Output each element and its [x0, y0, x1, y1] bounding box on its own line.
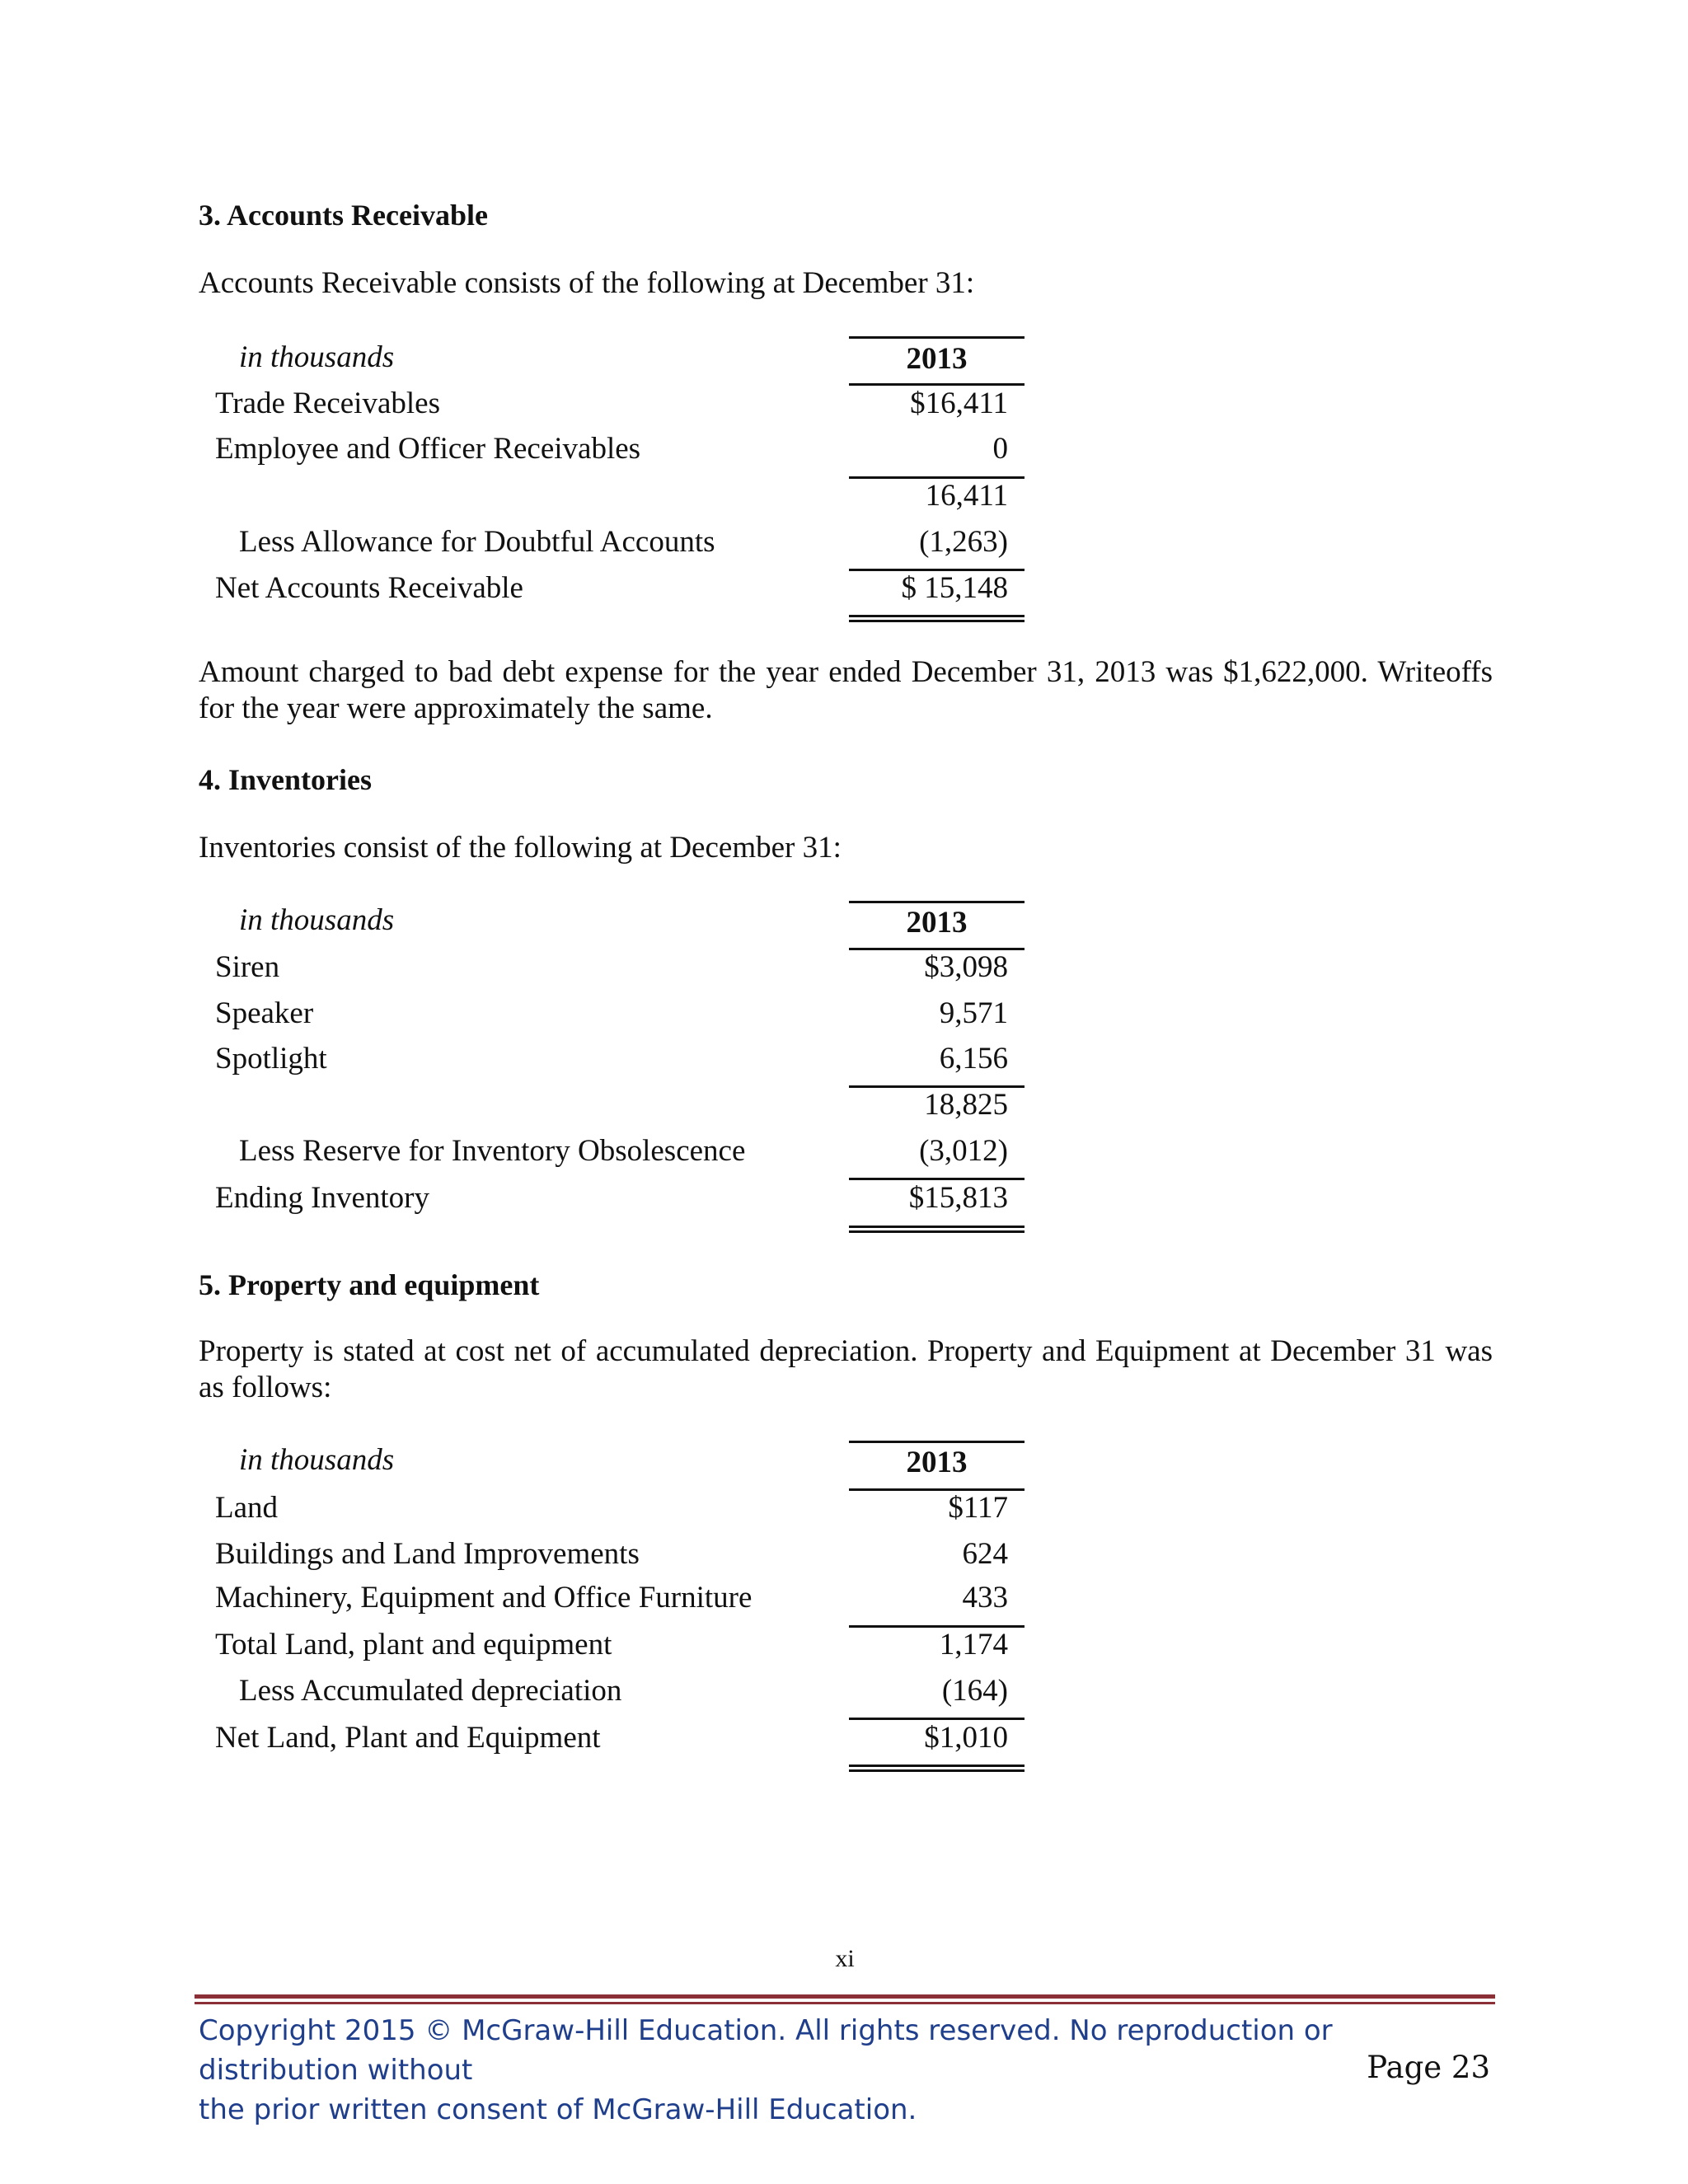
table-row-label: Total Land, plant and equipment — [215, 1628, 612, 1661]
table-row-value: 0 — [992, 432, 1008, 466]
table-row-label: Net Accounts Receivable — [215, 571, 523, 605]
table-row-label: Spotlight — [215, 1042, 327, 1076]
table-row-value: (3,012) — [919, 1134, 1008, 1168]
copyright-line-1: Copyright 2015 © McGraw-Hill Education. All rights reserved. No reproduction or distribution without — [199, 2014, 1333, 2087]
table-row-value: $1,010 — [924, 1721, 1008, 1755]
subtotal-value: 16,411 — [925, 479, 1008, 513]
year-header: 2013 — [906, 342, 968, 376]
table-row-label: Land — [215, 1491, 279, 1525]
double-rule — [849, 1226, 1025, 1233]
subtotal-value: 18,825 — [924, 1088, 1008, 1122]
table-row-label: Speaker — [215, 996, 314, 1030]
page-roman-numeral: xi — [835, 1945, 855, 1972]
table-row-value: $ 15,148 — [901, 571, 1008, 605]
page-number: Page 23 — [1367, 2050, 1490, 2085]
table-row-value: 6,156 — [939, 1042, 1008, 1076]
ar-intro: Accounts Receivable consists of the following at December 31: — [199, 266, 975, 300]
table-row-label: Ending Inventory — [215, 1181, 429, 1215]
section-heading-inventories: 4. Inventories — [199, 763, 372, 796]
copyright-notice — [199, 2011, 1501, 2130]
footer-divider — [195, 1994, 1495, 1999]
ar-note: Amount charged to bad debt expense for the year ended December 31, 2013 was $1,622,000. Writeoffs for the year were approximately the same. — [199, 655, 1493, 725]
table-row-label: Siren — [215, 950, 280, 984]
table-row-value: $3,098 — [924, 950, 1008, 984]
section-heading-accounts-receivable: 3. Accounts Receivable — [199, 199, 488, 232]
table-rule — [849, 336, 1025, 339]
table-row-label: Buildings and Land Improvements — [215, 1537, 640, 1571]
table-row-label: Trade Receivables — [215, 387, 440, 420]
table-row-value: $117 — [948, 1491, 1008, 1525]
double-rule — [849, 1765, 1025, 1772]
table-row-label: Employee and Officer Receivables — [215, 432, 641, 466]
year-header: 2013 — [906, 906, 968, 940]
ppe-intro: Property is stated at cost net of accumulated depreciation. Property and Equipment at December 31 was as follows: — [199, 1334, 1493, 1404]
table-row-value: $15,813 — [908, 1181, 1008, 1215]
table-row-label: Net Land, Plant and Equipment — [215, 1721, 601, 1755]
section-heading-property-equipment: 5. Property and equipment — [199, 1268, 540, 1301]
year-header: 2013 — [906, 1446, 968, 1479]
table-row-value: 433 — [962, 1581, 1008, 1615]
unit-label: in thousands — [239, 1443, 395, 1477]
table-row-label: Machinery, Equipment and Office Furniture — [215, 1581, 753, 1615]
table-rule — [849, 901, 1025, 903]
double-rule — [849, 615, 1025, 622]
table-row-label: Less Accumulated depreciation — [239, 1674, 622, 1708]
table-row-value: (1,263) — [919, 525, 1008, 559]
unit-label: in thousands — [239, 340, 395, 374]
table-row-value: 1,174 — [939, 1628, 1008, 1661]
copyright-line-2: the prior written consent of McGraw-Hill Education. — [199, 2093, 917, 2126]
table-row-value: (164) — [941, 1674, 1008, 1708]
table-row-value: 9,571 — [939, 996, 1008, 1030]
table-row-value: $16,411 — [910, 387, 1008, 420]
inv-intro: Inventories consist of the following at December 31: — [199, 831, 842, 865]
table-row-label: Less Reserve for Inventory Obsolescence — [239, 1134, 746, 1168]
table-row-label: Less Allowance for Doubtful Accounts — [239, 525, 715, 559]
footer-divider — [195, 2002, 1495, 2004]
unit-label: in thousands — [239, 903, 395, 937]
table-rule — [849, 1441, 1025, 1443]
table-row-value: 624 — [962, 1537, 1008, 1571]
